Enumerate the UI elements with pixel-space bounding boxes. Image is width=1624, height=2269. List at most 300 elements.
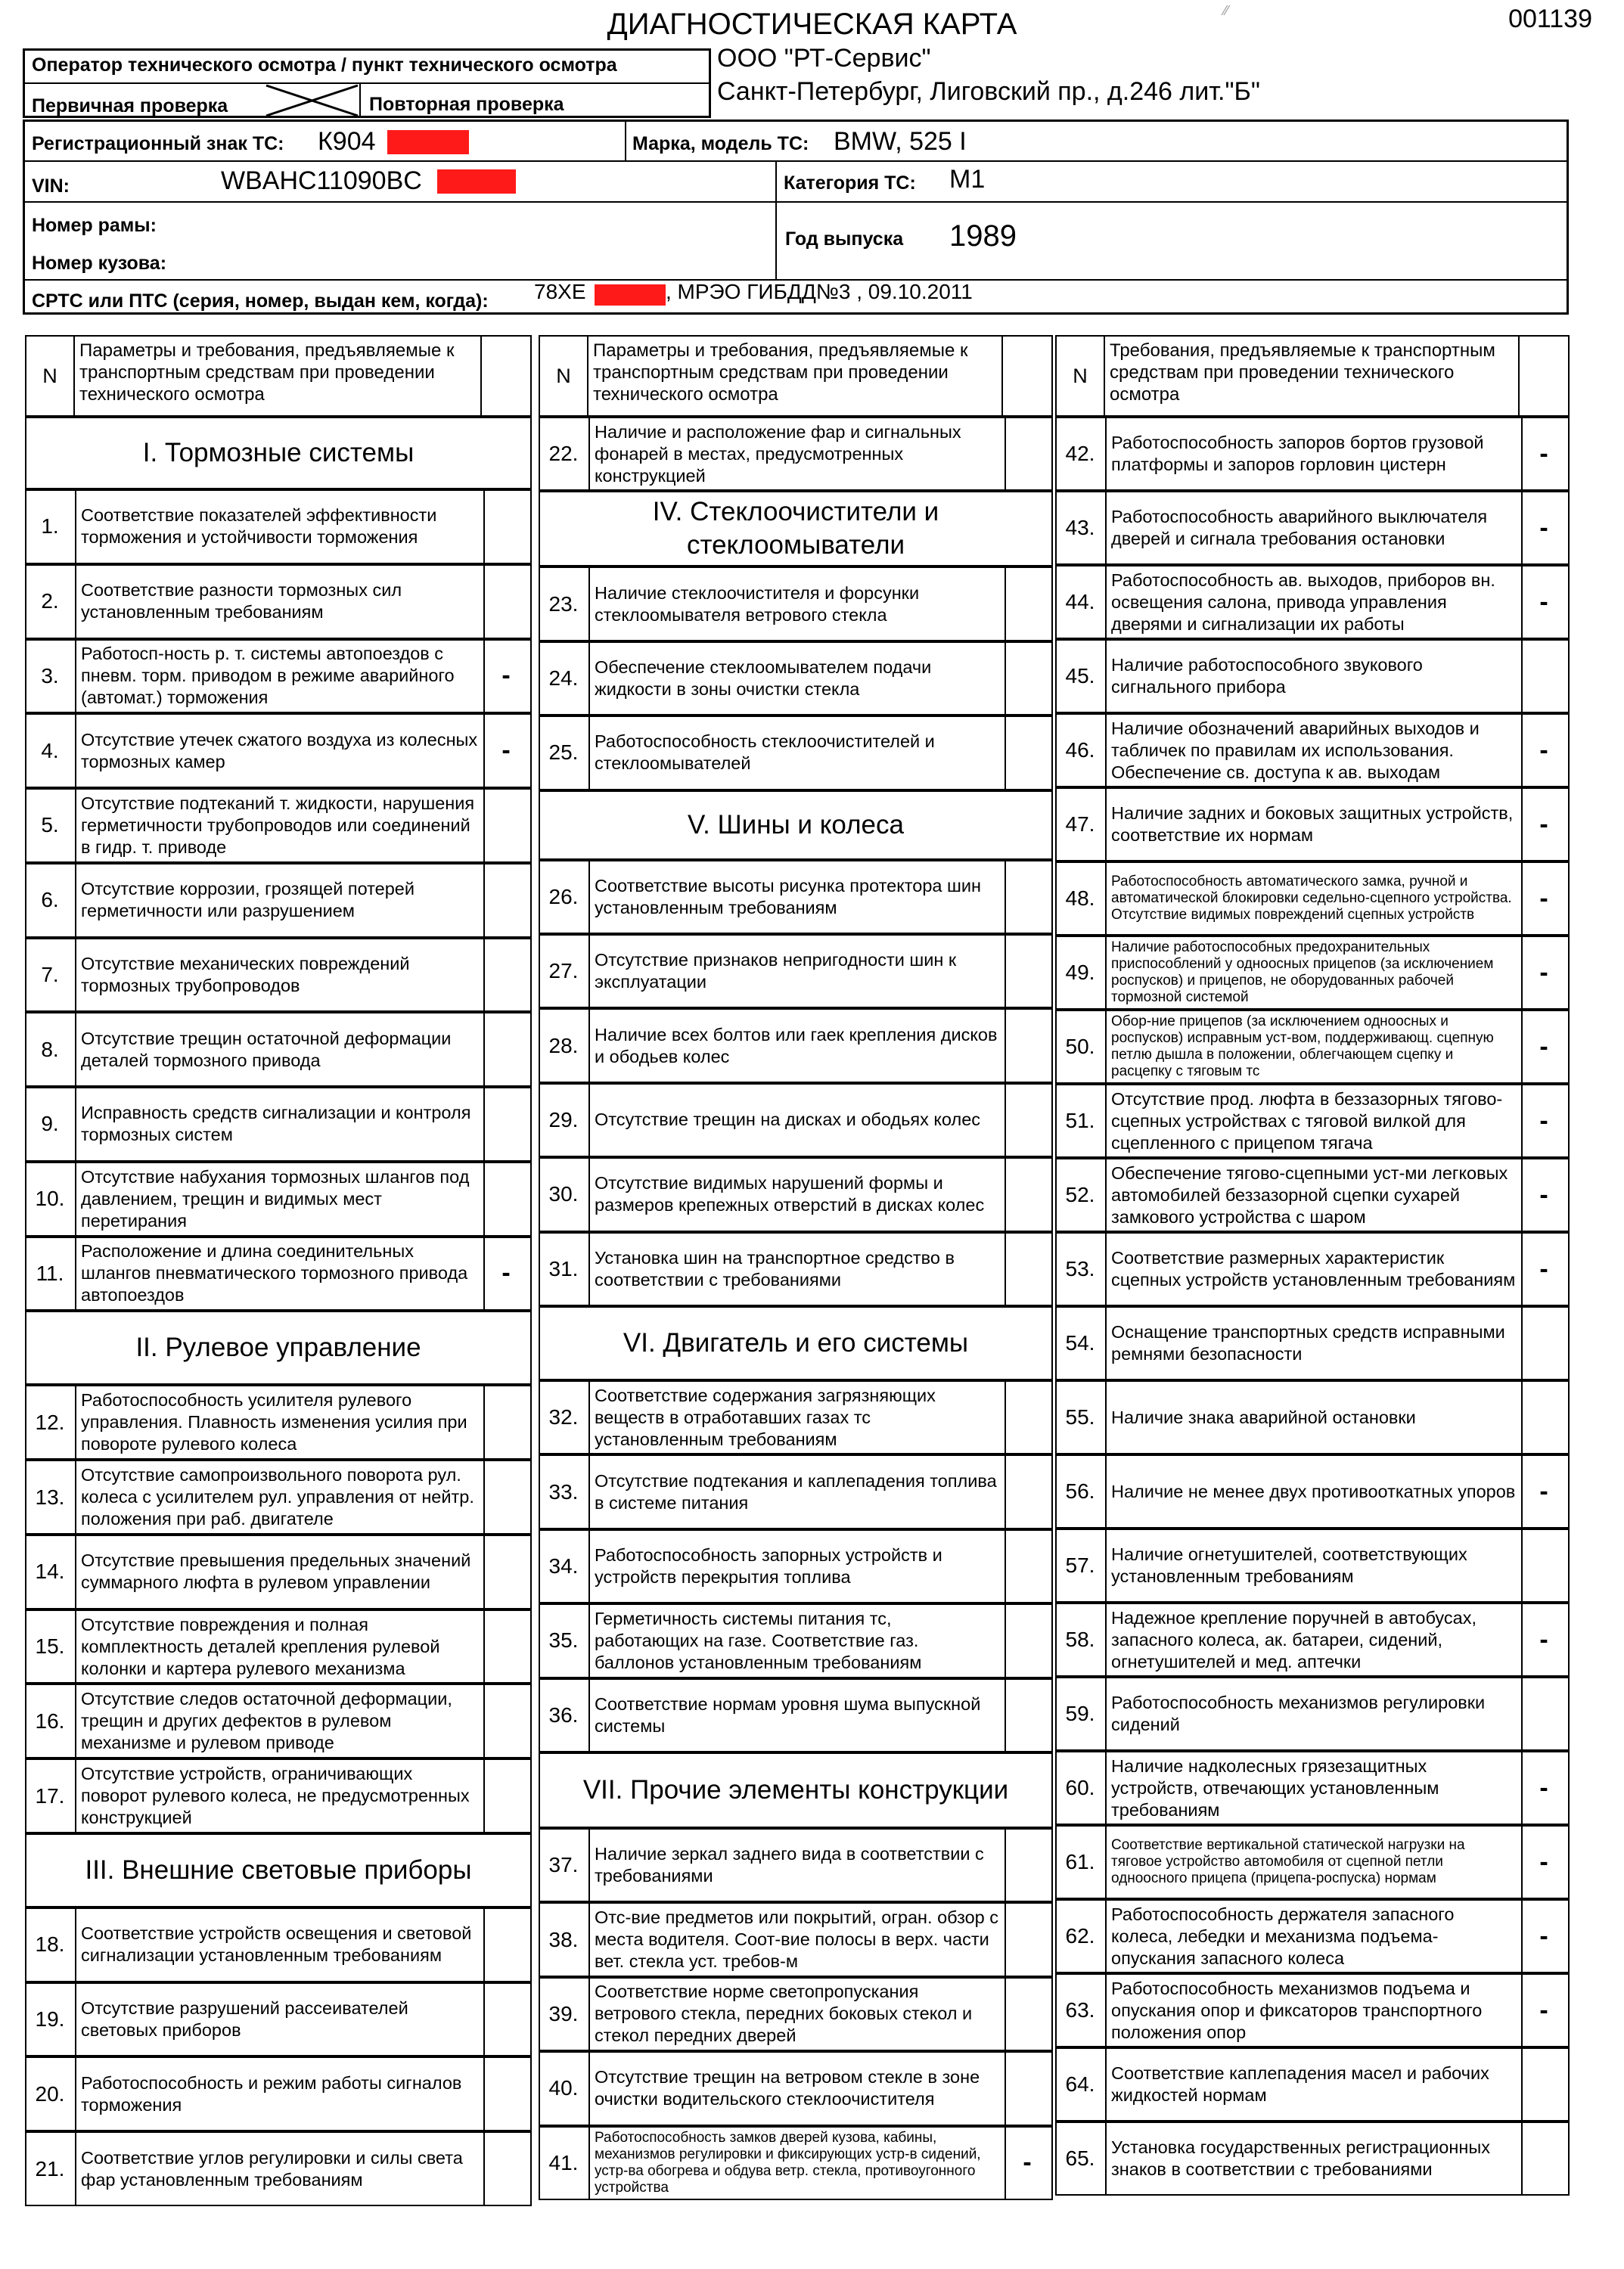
- item-requirement-text: Отсутствие утечек сжатого воздуха из колесных тормозных камер: [75, 715, 485, 787]
- item-result-mark: -: [1539, 439, 1548, 468]
- item-result-mark: [1520, 1530, 1568, 1601]
- item-requirement-text: Соответствие нормам уровня шума выпускной системы: [588, 1680, 1006, 1751]
- item-result-mark: [482, 939, 530, 1011]
- item-result-mark: [1003, 568, 1051, 639]
- vin-value: WBAHC11090BC: [221, 166, 422, 195]
- item-requirement-text: Работоспособность усилителя рулевого управления. Плавность изменения усилия при повороте рулевого колеса: [75, 1386, 485, 1458]
- section-heading: IV. Стеклоочистители и стеклоомыватели: [539, 491, 1053, 566]
- item-requirement-text: Наличие задних и боковых защитных устройств, соответствие их нормам: [1105, 789, 1523, 860]
- section-heading: V. Шины и колеса: [539, 790, 1053, 860]
- checklist-row: [1055, 2122, 1570, 2196]
- item-requirement-text: Надежное крепление поручней в автобусах, запасного колеса, ак. батареи, сидений, огнетушителей и мед. аптечки: [1105, 1604, 1523, 1675]
- checklist-row: [539, 1380, 1053, 1454]
- item-requirement-text: Наличие не менее двух противооткатных упоров: [1105, 1456, 1523, 1527]
- item-number: 6.: [41, 888, 59, 912]
- item-number: 51.: [1065, 1109, 1095, 1132]
- item-requirement-text: Исправность средств сигнализации и контроля тормозных систем: [75, 1088, 485, 1160]
- item-number: 14.: [35, 1560, 65, 1584]
- item-number: 58.: [1065, 1628, 1095, 1651]
- item-number: 30.: [548, 1182, 579, 1206]
- item-requirement-text: Соответствие норме светопропускания ветрового стекла, передних боковых стекол и стекол передних дверей: [588, 1979, 1006, 2050]
- item-number: 10.: [35, 1187, 65, 1211]
- checklist-row: [1055, 1677, 1570, 1751]
- item-number: 53.: [1065, 1257, 1095, 1280]
- checklist-row: [25, 1609, 532, 1684]
- make-model-label: Марка, модель ТС:: [632, 133, 809, 154]
- item-requirement-text: Отсутствие трещин остаточной деформации деталей тормозного привода: [75, 1013, 485, 1085]
- item-number: 60.: [1065, 1776, 1095, 1799]
- item-number: 23.: [548, 591, 579, 616]
- item-number: 8.: [41, 1037, 59, 1061]
- item-number: 61.: [1065, 1850, 1095, 1873]
- redaction-block: [387, 130, 469, 154]
- checklist-row: [1055, 1825, 1570, 1899]
- item-number: 39.: [548, 2001, 579, 2025]
- checklist-row: [539, 1157, 1053, 1231]
- item-requirement-text: Отсутствие прод. люфта в беззазорных тягово-сцепных устройствах с тяговой вилкой для сцепленного с прицепом тягача: [1105, 1085, 1523, 1156]
- item-number: 22.: [548, 442, 579, 466]
- checklist-row: [25, 1237, 532, 1311]
- item-requirement-text: Работосп-ность р. т. системы автопоездов с пневм. торм. приводом в режиме аварийного (автомат.) торможения: [75, 641, 485, 712]
- operator-label: Оператор технического осмотра / пункт технического осмотра: [32, 54, 617, 76]
- item-result-mark: [482, 1536, 530, 1608]
- checklist-row: [25, 863, 532, 938]
- item-result-mark: [1003, 2053, 1051, 2124]
- item-number: 18.: [35, 1932, 65, 1957]
- column-header-number: N: [26, 337, 75, 415]
- checklist-row: [1055, 1454, 1570, 1529]
- section-heading: VII. Прочие элементы конструкции: [539, 1752, 1053, 1828]
- item-result-mark: -: [501, 1259, 511, 1288]
- item-requirement-text: Установка государственных регистрационных знаков в соответствии с требованиями: [1105, 2123, 1523, 2194]
- checklist-row: [25, 1684, 532, 1758]
- checklist-row: [25, 639, 532, 714]
- vin-label: VIN:: [32, 175, 70, 197]
- section-heading: VI. Двигатель и его системы: [539, 1306, 1053, 1380]
- redaction-block: [437, 169, 516, 194]
- column-header-text: Параметры и требования, предъявляемые к транспортным средствам при проведении технического осмотра: [593, 340, 968, 405]
- item-result-mark: [1003, 643, 1051, 714]
- checklist-row: [1055, 417, 1570, 491]
- item-result-mark: [1003, 936, 1051, 1007]
- item-number: 52.: [1065, 1183, 1095, 1206]
- checklist-row: [539, 934, 1053, 1008]
- item-requirement-text: Обеспечение тягово-сцепными уст-ми легковых автомобилей беззазорной сцепки сухарей замкового устройства с шаром: [1105, 1159, 1523, 1231]
- item-result-mark: -: [1539, 958, 1548, 987]
- primary-check-label: Первичная проверка: [32, 95, 228, 116]
- checklist-row: [1055, 1380, 1570, 1454]
- item-number: 9.: [41, 1112, 59, 1136]
- item-requirement-text: Отсутствие признаков непригодности шин к эксплуатации: [588, 936, 1006, 1007]
- item-number: 17.: [35, 1783, 65, 1808]
- item-number: 50.: [1065, 1035, 1095, 1058]
- item-requirement-text: Герметичность системы питания тс, работающих на газе. Соответствие газ. баллонов установленным требованиям: [588, 1605, 1006, 1676]
- checklist-row: [539, 2126, 1053, 2200]
- item-requirement-text: Работоспособность механизмов подъема и опускания опор и фиксаторов транспортного положения опор: [1105, 1975, 1523, 2046]
- checklist-row: [25, 2056, 532, 2131]
- checklist-row: [1055, 1084, 1570, 1158]
- checklist-row: [1055, 639, 1570, 713]
- item-result-mark: [482, 1163, 530, 1235]
- item-requirement-text: Соответствие устройств освещения и световой сигнализации установленным требованиям: [75, 1909, 485, 1981]
- item-number: 13.: [35, 1485, 65, 1509]
- item-result-mark: [482, 1013, 530, 1085]
- item-number: 29.: [548, 1107, 579, 1131]
- item-number: 48.: [1065, 886, 1095, 910]
- checklist-row: [25, 564, 532, 639]
- item-result-mark: -: [501, 661, 511, 691]
- checklist-row: [539, 860, 1053, 934]
- item-requirement-text: Отсутствие самопроизвольного поворота рул. колеса с усилителем рул. управления от нейтр. положения при раб. двигателе: [75, 1461, 485, 1533]
- item-number: 41.: [548, 2150, 579, 2174]
- item-requirement-text: Расположение и длина соединительных шлангов пневматического тормозного привода автопоездов: [75, 1238, 485, 1310]
- item-result-mark: [1520, 641, 1568, 712]
- scan-mark: ⁄⁄: [1224, 3, 1229, 18]
- item-result-mark: [1520, 2123, 1568, 2194]
- item-number: 3.: [41, 663, 59, 688]
- item-number: 47.: [1065, 812, 1095, 836]
- column-header-mark: [1518, 337, 1568, 415]
- repeat-check-label: Повторная проверка: [369, 94, 564, 115]
- checklist-row: [539, 417, 1053, 491]
- item-result-mark: [482, 790, 530, 861]
- body-number-label: Номер кузова:: [32, 253, 167, 274]
- item-number: 12.: [35, 1410, 65, 1434]
- section-heading: I. Тормозные системы: [25, 417, 532, 489]
- item-requirement-text: Отсутствие набухания тормозных шлангов под давлением, трещин и видимых мест перетирания: [75, 1163, 485, 1235]
- section-heading: III. Внешние световые приборы: [25, 1833, 532, 1907]
- checklist-row: [25, 1012, 532, 1087]
- item-requirement-text: Отсутствие подтеканий т. жидкости, нарушения герметичности трубопроводов или соединений в гидр. т. приводе: [75, 790, 485, 861]
- item-number: 2.: [41, 589, 59, 613]
- checklist-row: [1055, 491, 1570, 565]
- item-result-mark: [482, 2133, 530, 2205]
- checklist-row: [539, 1454, 1053, 1529]
- item-requirement-text: Отсутствие трещин на дисках и ободьях колес: [588, 1085, 1006, 1156]
- item-result-mark: -: [501, 736, 511, 765]
- item-result-mark: [1003, 1159, 1051, 1230]
- category-value: M1: [949, 165, 986, 194]
- item-result-mark: [482, 566, 530, 638]
- document-number: 001139: [1508, 5, 1592, 33]
- column-header: [1055, 335, 1570, 417]
- checklist-row: [539, 1977, 1053, 2051]
- checklist-row: [1055, 936, 1570, 1010]
- item-result-mark: [1520, 1382, 1568, 1453]
- column-header: [539, 335, 1053, 417]
- item-result-mark: [482, 1611, 530, 1683]
- item-number: 65.: [1065, 2146, 1095, 2170]
- operator-divider: [23, 82, 711, 84]
- checklist-row: [539, 566, 1053, 641]
- item-result-mark: -: [1539, 1032, 1548, 1061]
- operator-name: ООО "РТ-Сервис": [717, 44, 931, 73]
- item-number: 26.: [548, 884, 579, 908]
- item-requirement-text: Соответствие углов регулировки и силы света фар установленным требованиям: [75, 2133, 485, 2205]
- info-vdivider-2: [775, 160, 777, 279]
- checklist-row: [1055, 1751, 1570, 1825]
- item-result-mark: [1520, 1308, 1568, 1379]
- item-requirement-text: Отсутствие разрушений рассеивателей световых приборов: [75, 1984, 485, 2056]
- item-requirement-text: Работоспособность ав. выходов, приборов вн. освещения салона, привода управления дверями и сигнализации их работы: [1105, 566, 1523, 638]
- item-number: 59.: [1065, 1702, 1095, 1725]
- item-number: 55.: [1065, 1405, 1095, 1429]
- checklist-row: [1055, 1603, 1570, 1677]
- item-result-mark: -: [1539, 883, 1548, 913]
- checklist-row: [25, 1535, 532, 1609]
- checklist-row: [1055, 2047, 1570, 2122]
- checklist-row: [1055, 1158, 1570, 1232]
- item-number: 56.: [1065, 1479, 1095, 1503]
- checklist-row: [539, 1603, 1053, 1678]
- item-requirement-text: Наличие работоспособного звукового сигнального прибора: [1105, 641, 1523, 712]
- year-value: 1989: [949, 219, 1017, 253]
- item-requirement-text: Наличие огнетушителей, соответствующих установленным требованиям: [1105, 1530, 1523, 1601]
- checklist-row: [539, 1902, 1053, 1976]
- item-result-mark: [1003, 1680, 1051, 1751]
- column-header-number: N: [540, 337, 588, 415]
- section-heading: II. Рулевое управление: [25, 1311, 532, 1385]
- item-result-mark: -: [1539, 1625, 1548, 1654]
- checklist-row: [539, 2051, 1053, 2125]
- item-requirement-text: Работоспособность держателя запасного колеса, лебедки и механизма подъема-опускания запасного колеса: [1105, 1901, 1523, 1972]
- checklist-row: [25, 1087, 532, 1162]
- item-requirement-text: Наличие работоспособных предохранительных приспособлений у одноосных прицепов (за исключением роспусков) и прицепов, не оборудованных рабочей тормозной системой: [1105, 937, 1523, 1008]
- item-requirement-text: Отс-вие предметов или покрытий, огран. обзор с места водителя. Соот-вие полосы в верх. части вет. стекла уст. требов-м: [588, 1904, 1006, 1975]
- item-number: 36.: [548, 1703, 579, 1727]
- item-result-mark: [1003, 1830, 1051, 1901]
- frame-number-label: Номер рамы:: [32, 215, 157, 236]
- document-title: ДИАГНОСТИЧЕСКАЯ КАРТА: [607, 8, 1017, 41]
- item-number: 40.: [548, 2076, 579, 2100]
- item-result-mark: [482, 1909, 530, 1981]
- item-result-mark: [482, 491, 530, 563]
- item-number: 7.: [41, 962, 59, 986]
- item-number: 4.: [41, 738, 59, 762]
- item-requirement-text: Отсутствие устройств, ограничивающих поворот рулевого колеса, не предусмотренных конструкцией: [75, 1760, 485, 1832]
- checklist-row: [25, 1162, 532, 1237]
- item-requirement-text: Соответствие каплепадения масел и рабочих жидкостей нормам: [1105, 2049, 1523, 2120]
- checklist-row: [25, 1385, 532, 1460]
- item-requirement-text: Отсутствие видимых нарушений формы и размеров крепежных отверстий в дисках колес: [588, 1159, 1006, 1230]
- item-requirement-text: Отсутствие повреждения и полная комплектность деталей крепления рулевой колонки и картера рулевого механизма: [75, 1611, 485, 1683]
- item-number: 1.: [41, 514, 59, 539]
- checklist-row: [539, 1008, 1053, 1082]
- item-requirement-text: Соответствие содержания загрязняющих веществ в отработавших газах тс установленным требованиям: [588, 1382, 1006, 1453]
- checklist-row: [1055, 1899, 1570, 1973]
- item-number: 16.: [35, 1709, 65, 1733]
- item-requirement-text: Наличие надколесных грязезащитных устройств, отвечающих установленным требованиям: [1105, 1752, 1523, 1824]
- column-header-mark: [1001, 337, 1051, 415]
- item-result-mark: [1003, 1904, 1051, 1975]
- column-header: [25, 335, 532, 417]
- item-result-mark: [1003, 1605, 1051, 1676]
- item-result-mark: -: [1539, 1106, 1548, 1135]
- item-requirement-text: Отсутствие подтекания и каплепадения топлива в системе питания: [588, 1456, 1006, 1527]
- item-requirement-text: Соответствие размерных характеристик сцепных устройств установленным требованиям: [1105, 1234, 1523, 1305]
- checklist-row: [1055, 1010, 1570, 1084]
- checklist-row: [1055, 1306, 1570, 1380]
- item-number: 63.: [1065, 1998, 1095, 2022]
- checklist-row: [25, 489, 532, 564]
- item-requirement-text: Соответствие разности тормозных сил установленным требованиям: [75, 566, 485, 638]
- item-number: 15.: [35, 1634, 65, 1659]
- item-result-mark: -: [1539, 1254, 1548, 1283]
- item-number: 31.: [548, 1256, 579, 1280]
- item-result-mark: -: [1023, 2148, 1032, 2177]
- item-result-mark: -: [1539, 1921, 1548, 1951]
- column-header-mark: [480, 337, 530, 415]
- checklist-row: [1055, 787, 1570, 861]
- item-requirement-text: Наличие всех болтов или гаек крепления дисков и ободьев колес: [588, 1010, 1006, 1081]
- item-number: 28.: [548, 1033, 579, 1057]
- checklist-row: [25, 2131, 532, 2206]
- item-result-mark: -: [1539, 1180, 1548, 1209]
- item-requirement-text: Работоспособность аварийного выключателя дверей и сигнала требования остановки: [1105, 492, 1523, 563]
- checklist-row: [1055, 713, 1570, 787]
- item-number: 64.: [1065, 2072, 1095, 2096]
- checklist-column-1: [25, 335, 532, 2206]
- item-result-mark: -: [1539, 587, 1548, 616]
- info-divider-1: [23, 160, 1569, 162]
- checklist-row: [25, 1758, 532, 1833]
- item-number: 57.: [1065, 1554, 1095, 1577]
- item-result-mark: -: [1539, 1847, 1548, 1876]
- checklist-row: [1055, 565, 1570, 639]
- item-requirement-text: Работоспособность запорных устройств и устройств перекрытия топлива: [588, 1531, 1006, 1602]
- checklist-row: [539, 1529, 1053, 1603]
- item-result-mark: [482, 1088, 530, 1160]
- item-number: 37.: [548, 1853, 579, 1877]
- item-requirement-text: Наличие обозначений аварийных выходов и табличек по правилам их использования. Обеспечение св. доступа к ав. выходам: [1105, 715, 1523, 786]
- item-number: 43.: [1065, 516, 1095, 539]
- item-requirement-text: Работоспособность механизмов регулировки сидений: [1105, 1678, 1523, 1749]
- item-result-mark: [1003, 1010, 1051, 1081]
- item-result-mark: [1003, 1382, 1051, 1453]
- item-number: 5.: [41, 813, 59, 837]
- item-requirement-text: Отсутствие следов остаточной деформации, трещин и других дефектов в рулевом механизме и рулевом приводе: [75, 1685, 485, 1757]
- item-requirement-text: Работоспособность запоров бортов грузовой платформы и запоров горловин цистерн: [1105, 418, 1523, 489]
- make-model-value: BMW, 525 I: [834, 127, 967, 156]
- reg-number-value: К904: [318, 127, 376, 156]
- srts-label: СРТС или ПТС (серия, номер, выдан кем, когда):: [32, 290, 489, 312]
- item-requirement-text: Оснащение транспортных средств исправными ремнями безопасности: [1105, 1308, 1523, 1379]
- item-requirement-text: Обор-ние прицепов (за исключением одноосных и роспусков) исправным уст-вом, поддерживающ. сцепную петлю дышла в положении, облегчающем сцепку и расцепку с тяговым тс: [1105, 1011, 1523, 1082]
- item-result-mark: [1003, 861, 1051, 933]
- item-requirement-text: Отсутствие трещин на ветровом стекле в зоне очистки водительского стеклоочистителя: [588, 2053, 1006, 2124]
- item-number: 44.: [1065, 590, 1095, 613]
- item-requirement-text: Работоспособность замков дверей кузова, кабины, механизмов регулировки и фиксирующих устр-в сидений, устр-ва обогрева и обдува ветр. стекла, противоугонного устройства: [588, 2128, 1006, 2199]
- item-number: 35.: [548, 1628, 579, 1653]
- item-requirement-text: Соответствие показателей эффективности торможения и устойчивости торможения: [75, 491, 485, 563]
- item-result-mark: [1003, 1456, 1051, 1527]
- item-requirement-text: Работоспособность автоматического замка, ручной и автоматической блокировки седельно-сцепного устройства. Отсутствие видимых повреждений сцепных устройств: [1105, 863, 1523, 934]
- cross-mark-icon: [265, 84, 359, 117]
- info-vdivider-1: [625, 120, 626, 160]
- item-requirement-text: Соответствие вертикальной статической нагрузки на тяговое устройство автомобиля от сцепной петли одноосного прицепа (прицепа-роспуска) нормам: [1105, 1827, 1523, 1898]
- item-requirement-text: Наличие стеклоочистителя и форсунки стеклоомывателя ветрового стекла: [588, 568, 1006, 639]
- checklist-column-2: [539, 335, 1053, 2200]
- item-requirement-text: Наличие зеркал заднего вида в соответствии с требованиями: [588, 1830, 1006, 1901]
- item-result-mark: [1003, 1085, 1051, 1156]
- checklist-row: [1055, 1232, 1570, 1306]
- column-header-text: Требования, предъявляемые к транспортным средствам при проведении технического осмотра: [1110, 340, 1495, 405]
- checklist-row: [539, 641, 1053, 715]
- item-result-mark: -: [1539, 1995, 1548, 2025]
- item-number: 11.: [36, 1261, 64, 1285]
- item-number: 20.: [35, 2081, 65, 2106]
- checklist-row: [1055, 1973, 1570, 2047]
- check-divider: [359, 83, 361, 118]
- item-number: 19.: [35, 2007, 65, 2032]
- checklist-row: [25, 1907, 532, 1982]
- item-requirement-text: Соответствие высоты рисунка протектора шин установленным требованиям: [588, 861, 1006, 933]
- item-number: 38.: [548, 1927, 579, 1951]
- item-number: 42.: [1065, 442, 1095, 465]
- item-result-mark: [482, 1461, 530, 1533]
- item-result-mark: [1003, 1234, 1051, 1305]
- item-result-mark: [1520, 1678, 1568, 1749]
- item-result-mark: [1003, 717, 1051, 788]
- item-result-mark: [482, 2058, 530, 2130]
- reg-number-label: Регистрационный знак ТС:: [32, 133, 284, 154]
- item-number: 24.: [548, 666, 579, 690]
- checklist-row: [1055, 861, 1570, 936]
- item-result-mark: -: [1539, 1476, 1548, 1506]
- column-header-text: Параметры и требования, предъявляемые к транспортным средствам при проведении технического осмотра: [79, 340, 455, 405]
- item-requirement-text: Отсутствие механических повреждений тормозных трубопроводов: [75, 939, 485, 1011]
- item-requirement-text: Отсутствие превышения предельных значений суммарного люфта в рулевом управлении: [75, 1536, 485, 1608]
- item-requirement-text: Отсутствие коррозии, грозящей потерей герметичности или разрушением: [75, 864, 485, 936]
- item-number: 46.: [1065, 738, 1095, 762]
- checklist-row: [25, 713, 532, 788]
- checklist-row: [539, 1232, 1053, 1306]
- item-number: 25.: [548, 740, 579, 765]
- item-number: 33.: [548, 1479, 579, 1504]
- srts-series: 78ХЕ: [534, 280, 586, 303]
- item-requirement-text: Обеспечение стеклоомывателем подачи жидкости в зоны очистки стекла: [588, 643, 1006, 714]
- item-result-mark: [482, 864, 530, 936]
- item-requirement-text: Наличие знака аварийной остановки: [1105, 1382, 1523, 1453]
- item-result-mark: -: [1539, 809, 1548, 839]
- item-number: 27.: [548, 959, 579, 983]
- checklist-row: [25, 1982, 532, 2057]
- checklist-column-3: [1055, 335, 1570, 2196]
- checklist-row: [539, 1828, 1053, 1902]
- item-requirement-text: Работоспособность стеклоочистителей и стеклоомывателей: [588, 717, 1006, 788]
- item-number: 32.: [548, 1405, 579, 1429]
- item-result-mark: -: [1539, 1773, 1548, 1802]
- item-result-mark: [482, 1386, 530, 1458]
- item-number: 45.: [1065, 664, 1095, 688]
- checklist-row: [25, 938, 532, 1013]
- operator-address: Санкт-Петербург, Лиговский пр., д.246 лит."Б": [717, 77, 1260, 106]
- checklist-row: [25, 1460, 532, 1535]
- column-header-number: N: [1057, 337, 1105, 415]
- item-requirement-text: Наличие и расположение фар и сигнальных фонарей в местах, предусмотренных конструкцией: [588, 418, 1006, 489]
- item-result-mark: [1003, 418, 1051, 489]
- checklist-row: [539, 1678, 1053, 1752]
- item-result-mark: [1003, 1531, 1051, 1602]
- item-number: 62.: [1065, 1924, 1095, 1948]
- redaction-block: [595, 284, 666, 306]
- item-number: 34.: [548, 1554, 579, 1578]
- category-label: Категория ТС:: [784, 172, 916, 194]
- year-label: Год выпуска: [785, 228, 904, 250]
- item-result-mark: [482, 1685, 530, 1757]
- item-result-mark: [1520, 2049, 1568, 2120]
- item-number: 54.: [1065, 1331, 1095, 1355]
